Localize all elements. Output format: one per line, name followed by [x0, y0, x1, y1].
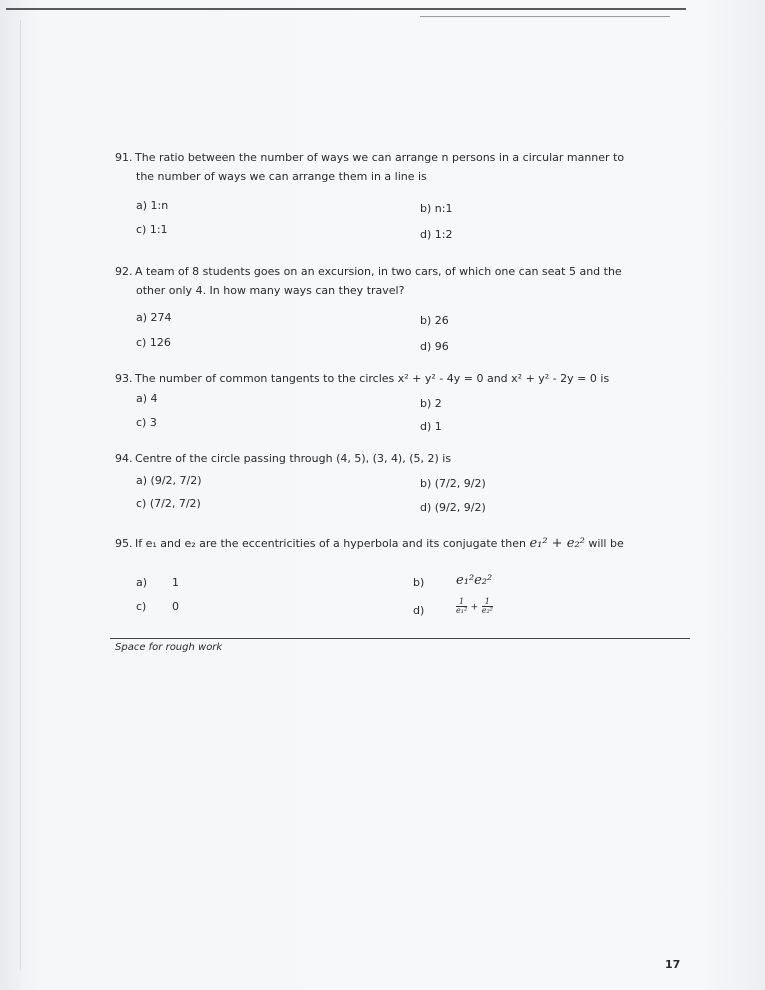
top-rule-secondary — [420, 16, 670, 17]
question-94 — [115, 452, 695, 466]
option-c: c) 3 — [136, 416, 157, 429]
question-91 — [115, 151, 695, 184]
question-text-line2: the number of ways we can arrange them in a line is — [136, 170, 427, 183]
top-rule — [6, 8, 686, 10]
option-a: a) 1:n — [136, 199, 169, 212]
question-95 — [115, 537, 695, 551]
option-a-label: a) — [136, 576, 148, 589]
option-a: a) (9/2, 7/2) — [136, 474, 202, 487]
option-b: b) n:1 — [420, 202, 453, 215]
question-text-line1: If e₁ and e₂ are the eccentricities of a hyperbola and its conjugate then — [135, 537, 526, 550]
rough-work-label: Space for rough work — [115, 642, 223, 653]
option-b: b) (7/2, 9/2) — [420, 477, 486, 490]
question-92 — [115, 265, 695, 298]
page-edge-shadow — [20, 20, 21, 970]
question-text-line1: The number of common tangents to the circles x² + y² - 4y = 0 and x² + y² - 2y = 0 is — [135, 372, 610, 385]
option-c-label: c) — [136, 600, 147, 613]
option-d: d) (9/2, 9/2) — [420, 501, 486, 514]
question-number: 94. — [115, 452, 133, 465]
option-a-value: 1 — [172, 576, 179, 589]
question-text-tail: will be — [588, 537, 624, 550]
question-number: 93. — [115, 372, 133, 385]
option-d-label: d) — [413, 604, 425, 617]
option-c: c) 1:1 — [136, 223, 168, 236]
option-d-value — [456, 598, 493, 615]
fraction-1: $\frac{1}{\text{e₁²}}$ — [456, 597, 468, 615]
option-d: d) 1:2 — [420, 228, 453, 241]
plus-sign: + — [470, 602, 479, 613]
option-d: d) 1 — [420, 420, 442, 433]
question-text-line1: A team of 8 students goes on an excursion, in two cars, of which one can seat 5 and the — [135, 265, 622, 278]
option-b-value: e₁²e₂² — [456, 573, 493, 588]
fraction-2: $\frac{1}{\text{e₂²}}$ — [481, 597, 493, 615]
question-number: 92. — [115, 265, 133, 278]
rough-work-divider — [110, 638, 690, 639]
question-text-line2: other only 4. In how many ways can they travel? — [136, 284, 405, 297]
option-d: d) 96 — [420, 340, 449, 353]
question-number: 91. — [115, 151, 133, 164]
formula: e₁² + e₂² — [529, 536, 585, 551]
option-a: a) 274 — [136, 311, 172, 324]
option-c: c) (7/2, 7/2) — [136, 497, 201, 510]
option-c-value: 0 — [172, 600, 179, 613]
option-c: c) 126 — [136, 336, 171, 349]
page-number: 17 — [665, 958, 681, 971]
option-b-label: b) — [413, 576, 425, 589]
option-b: b) 26 — [420, 314, 449, 327]
question-number: 95. — [115, 537, 133, 550]
option-b: b) 2 — [420, 397, 442, 410]
question-93 — [115, 372, 695, 386]
question-text-line1: The ratio between the number of ways we can arrange n persons in a circular manner to — [135, 151, 625, 164]
option-a: a) 4 — [136, 392, 158, 405]
question-text-line1: Centre of the circle passing through (4, 5), (3, 4), (5, 2) is — [135, 452, 452, 465]
